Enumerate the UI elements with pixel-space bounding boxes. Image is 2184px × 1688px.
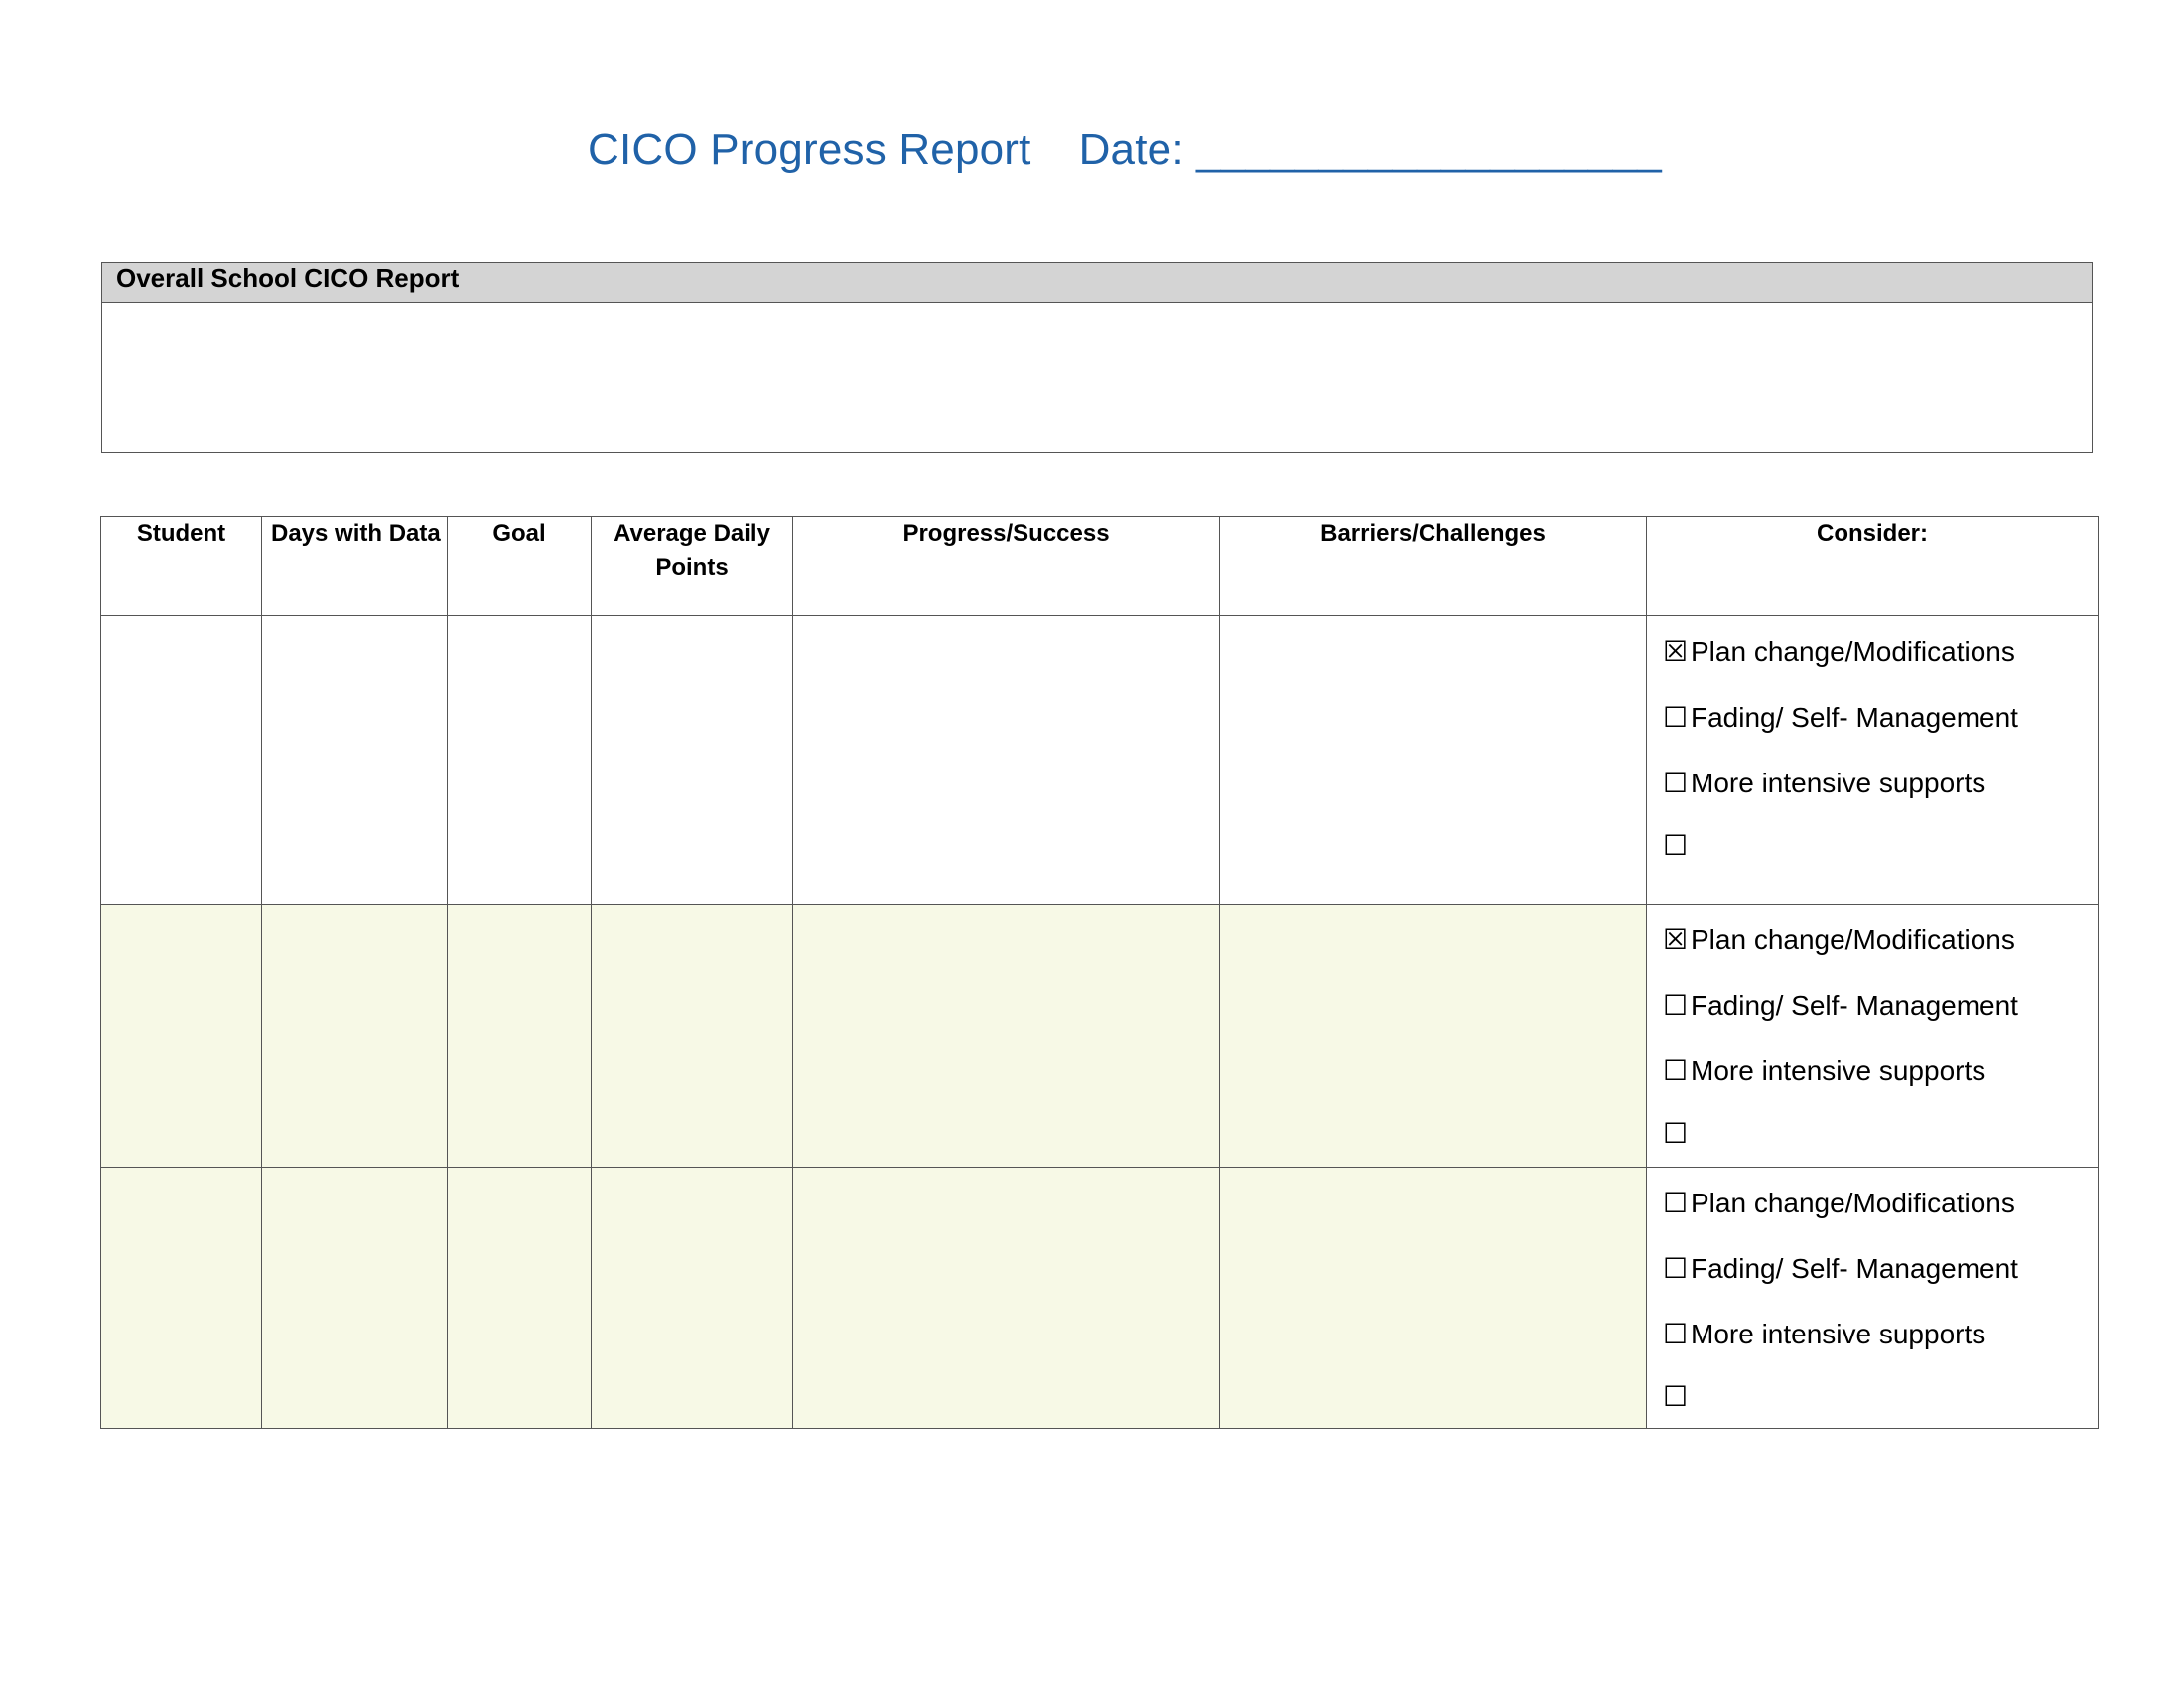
cell-days-with-data[interactable] [262, 905, 448, 1168]
checkbox-icon[interactable]: ☐ [1663, 1118, 1689, 1149]
cell-barriers-challenges[interactable] [1220, 616, 1647, 905]
col-header-student: Student [101, 517, 262, 616]
consider-option[interactable] [1663, 1367, 2098, 1427]
consider-option[interactable] [1663, 1039, 2098, 1104]
table-header-row [101, 517, 2099, 616]
cell-student[interactable] [101, 1168, 262, 1429]
date-field-label[interactable]: Date: ___________________ [1078, 125, 1662, 174]
cell-student[interactable] [101, 616, 262, 905]
cell-average-daily-points[interactable] [592, 905, 793, 1168]
table-row [101, 905, 2099, 1168]
cell-goal[interactable] [448, 905, 592, 1168]
col-header-consider: Consider: [1647, 517, 2099, 616]
cell-consider [1647, 905, 2099, 1168]
overall-report-box [101, 262, 2093, 453]
checkbox-icon[interactable]: ☐ [1663, 830, 1689, 861]
student-progress-table [100, 516, 2099, 1429]
cell-barriers-challenges[interactable] [1220, 1168, 1647, 1429]
cell-average-daily-points[interactable] [592, 1168, 793, 1429]
consider-option[interactable] [1663, 973, 2098, 1039]
cell-days-with-data[interactable] [262, 616, 448, 905]
report-title: CICO Progress Report [588, 125, 1031, 174]
option-label: Fading/ Self- Management [1691, 1253, 2018, 1284]
option-label: More intensive supports [1691, 1055, 1986, 1086]
consider-option[interactable] [1663, 685, 2098, 751]
col-header-average-daily-points: Average Daily Points [592, 517, 793, 616]
checkbox-icon[interactable]: ☐ [1663, 702, 1689, 733]
option-label: Fading/ Self- Management [1691, 702, 2018, 733]
consider-option[interactable] [1663, 1171, 2098, 1236]
checkbox-icon[interactable]: ☐ [1663, 990, 1689, 1021]
cell-student[interactable] [101, 905, 262, 1168]
option-label: Plan change/Modifications [1691, 924, 2015, 955]
table-row [101, 616, 2099, 905]
cell-goal[interactable] [448, 1168, 592, 1429]
consider-option[interactable] [1663, 1104, 2098, 1164]
table-row [101, 1168, 2099, 1429]
option-label: Plan change/Modifications [1691, 1188, 2015, 1218]
option-label: Fading/ Self- Management [1691, 990, 2018, 1021]
cell-progress-success[interactable] [793, 616, 1220, 905]
option-label: More intensive supports [1691, 1319, 1986, 1349]
checkbox-checked-icon[interactable]: ☒ [1663, 924, 1689, 955]
option-label: More intensive supports [1691, 768, 1986, 798]
checkbox-icon[interactable]: ☐ [1663, 768, 1689, 798]
option-label: Plan change/Modifications [1691, 636, 2015, 667]
consider-option[interactable] [1663, 1302, 2098, 1367]
consider-option[interactable] [1663, 620, 2098, 685]
page-title [588, 125, 1662, 175]
col-header-days-with-data: Days with Data [262, 517, 448, 616]
checkbox-icon[interactable]: ☐ [1663, 1055, 1689, 1086]
cell-goal[interactable] [448, 616, 592, 905]
checkbox-checked-icon[interactable]: ☒ [1663, 636, 1689, 667]
col-header-progress-success: Progress/Success [793, 517, 1220, 616]
cell-progress-success[interactable] [793, 1168, 1220, 1429]
checkbox-icon[interactable]: ☐ [1663, 1188, 1689, 1218]
consider-option[interactable] [1663, 751, 2098, 816]
cell-average-daily-points[interactable] [592, 616, 793, 905]
overall-report-body[interactable] [102, 303, 2092, 452]
checkbox-icon[interactable]: ☐ [1663, 1253, 1689, 1284]
consider-option[interactable] [1663, 908, 2098, 973]
cell-consider [1647, 616, 2099, 905]
cell-barriers-challenges[interactable] [1220, 905, 1647, 1168]
cell-consider [1647, 1168, 2099, 1429]
col-header-barriers-challenges: Barriers/Challenges [1220, 517, 1647, 616]
col-header-goal: Goal [448, 517, 592, 616]
cell-days-with-data[interactable] [262, 1168, 448, 1429]
cell-progress-success[interactable] [793, 905, 1220, 1168]
checkbox-icon[interactable]: ☐ [1663, 1319, 1689, 1349]
consider-option[interactable] [1663, 1236, 2098, 1302]
overall-report-heading: Overall School CICO Report [102, 263, 2092, 303]
checkbox-icon[interactable]: ☐ [1663, 1381, 1689, 1412]
consider-option[interactable] [1663, 816, 2098, 876]
